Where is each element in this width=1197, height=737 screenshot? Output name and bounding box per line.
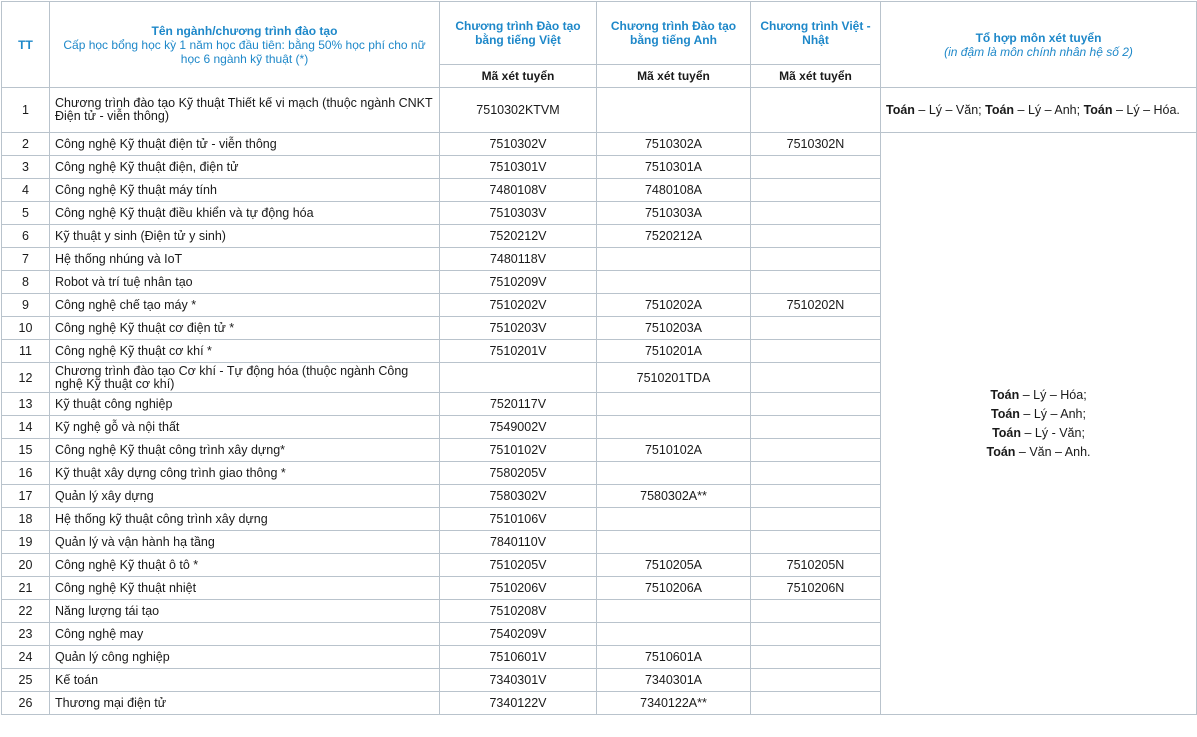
code-viet-nhat <box>751 623 881 646</box>
program-name: Công nghệ Kỹ thuật điện, điện tử <box>50 156 440 179</box>
code-english <box>597 88 751 133</box>
code-english: 7520212A <box>597 225 751 248</box>
row-number: 5 <box>2 202 50 225</box>
code-vietnamese: 7340122V <box>440 692 597 715</box>
row-number: 3 <box>2 156 50 179</box>
code-vietnamese: 7840110V <box>440 531 597 554</box>
code-vietnamese: 7340301V <box>440 669 597 692</box>
code-viet-nhat <box>751 393 881 416</box>
program-name: Công nghệ may <box>50 623 440 646</box>
program-name: Công nghệ Kỹ thuật máy tính <box>50 179 440 202</box>
code-english <box>597 508 751 531</box>
code-viet-nhat <box>751 179 881 202</box>
row-number: 13 <box>2 393 50 416</box>
code-english <box>597 416 751 439</box>
row-number: 25 <box>2 669 50 692</box>
code-vietnamese: 7510302V <box>440 133 597 156</box>
code-viet-nhat <box>751 692 881 715</box>
code-english <box>597 462 751 485</box>
row-number: 4 <box>2 179 50 202</box>
row-number: 26 <box>2 692 50 715</box>
code-viet-nhat <box>751 531 881 554</box>
code-vietnamese: 7540209V <box>440 623 597 646</box>
combo-main-subject: Toán <box>986 444 1016 459</box>
code-english: 7510202A <box>597 294 751 317</box>
row-number: 15 <box>2 439 50 462</box>
program-name: Quản lý công nghiệp <box>50 646 440 669</box>
code-english: 7510203A <box>597 317 751 340</box>
code-vietnamese: 7510209V <box>440 271 597 294</box>
program-name: Công nghệ chế tạo máy * <box>50 294 440 317</box>
row-number: 19 <box>2 531 50 554</box>
code-vietnamese: 7520117V <box>440 393 597 416</box>
code-viet-nhat <box>751 340 881 363</box>
program-name: Công nghệ Kỹ thuật điện tử - viễn thông <box>50 133 440 156</box>
code-english: 7510601A <box>597 646 751 669</box>
header-tt: TT <box>2 2 50 88</box>
subject-combination-cell <box>881 133 1197 715</box>
code-english <box>597 248 751 271</box>
admission-table <box>1 1 1197 715</box>
program-name: Kỹ nghệ gỗ và nội thất <box>50 416 440 439</box>
code-label-jp: Mã xét tuyển <box>751 65 881 88</box>
code-label-en: Mã xét tuyển <box>597 65 751 88</box>
combo-line <box>886 443 1191 462</box>
code-vietnamese: 7580302V <box>440 485 597 508</box>
code-english: 7510102A <box>597 439 751 462</box>
row-number: 18 <box>2 508 50 531</box>
combo-other-subjects: – Văn – Anh. <box>1015 444 1091 459</box>
code-viet-nhat <box>751 156 881 179</box>
code-viet-nhat <box>751 646 881 669</box>
combo-part: Toán <box>985 103 1015 117</box>
row-number: 16 <box>2 462 50 485</box>
program-name: Năng lượng tái tạo <box>50 600 440 623</box>
program-name: Công nghệ Kỹ thuật công trình xây dựng* <box>50 439 440 462</box>
row-number: 14 <box>2 416 50 439</box>
code-vietnamese: 7580205V <box>440 462 597 485</box>
code-english: 7510206A <box>597 577 751 600</box>
program-name: Thương mại điện tử <box>50 692 440 715</box>
row-number: 24 <box>2 646 50 669</box>
combo-main-subject: Toán <box>991 406 1020 421</box>
code-english <box>597 623 751 646</box>
program-name: Hệ thống kỹ thuật công trình xây dựng <box>50 508 440 531</box>
code-vietnamese: 7480118V <box>440 248 597 271</box>
code-viet-nhat: 7510205N <box>751 554 881 577</box>
program-name: Công nghệ Kỹ thuật ô tô * <box>50 554 440 577</box>
program-name: Chương trình đào tạo Cơ khí - Tự động hóa (thuộc ngành Công nghệ Kỹ thuật cơ khí) <box>50 363 440 393</box>
code-english: 7510301A <box>597 156 751 179</box>
row-number: 1 <box>2 88 50 133</box>
header-combo-title: Tổ hợp môn xét tuyển <box>975 30 1102 45</box>
code-vietnamese: 7510301V <box>440 156 597 179</box>
code-vietnamese: 7510206V <box>440 577 597 600</box>
code-vietnamese: 7510302KTVM <box>440 88 597 133</box>
program-name: Quản lý và vận hành hạ tầng <box>50 531 440 554</box>
combo-line <box>886 386 1191 405</box>
program-name: Chương trình đào tạo Kỹ thuật Thiết kế vi mạch (thuộc ngành CNKT Điện tử - viễn thông) <box>50 88 440 133</box>
code-viet-nhat <box>751 485 881 508</box>
program-name: Kế toán <box>50 669 440 692</box>
code-viet-nhat <box>751 508 881 531</box>
program-name: Kỹ thuật xây dựng công trình giao thông * <box>50 462 440 485</box>
code-viet-nhat <box>751 225 881 248</box>
table-row <box>2 88 1197 133</box>
code-vietnamese <box>440 363 597 393</box>
row-number: 23 <box>2 623 50 646</box>
code-vietnamese: 7510203V <box>440 317 597 340</box>
row-number: 8 <box>2 271 50 294</box>
code-english: 7480108A <box>597 179 751 202</box>
row-number: 7 <box>2 248 50 271</box>
header-viet-nhat-program: Chương trình Việt - Nhật <box>751 2 881 65</box>
code-vietnamese: 7510601V <box>440 646 597 669</box>
code-viet-nhat <box>751 669 881 692</box>
row-number: 17 <box>2 485 50 508</box>
code-viet-nhat <box>751 202 881 225</box>
program-name: Robot và trí tuệ nhân tạo <box>50 271 440 294</box>
code-vietnamese: 7510201V <box>440 340 597 363</box>
code-english <box>597 531 751 554</box>
code-vietnamese: 7510208V <box>440 600 597 623</box>
code-english: 7340122A** <box>597 692 751 715</box>
code-viet-nhat <box>751 317 881 340</box>
code-english: 7340301A <box>597 669 751 692</box>
program-name: Kỹ thuật y sinh (Điện tử y sinh) <box>50 225 440 248</box>
code-viet-nhat: 7510302N <box>751 133 881 156</box>
program-name: Hệ thống nhúng và IoT <box>50 248 440 271</box>
code-viet-nhat <box>751 439 881 462</box>
row-number: 20 <box>2 554 50 577</box>
code-viet-nhat <box>751 248 881 271</box>
code-vietnamese: 7520212V <box>440 225 597 248</box>
combo-main-subject: Toán <box>990 387 1020 402</box>
code-viet-nhat: 7510206N <box>751 577 881 600</box>
row-number: 9 <box>2 294 50 317</box>
subject-combination-cell <box>881 88 1197 133</box>
row-number: 21 <box>2 577 50 600</box>
program-name: Kỹ thuật công nghiệp <box>50 393 440 416</box>
row-number: 11 <box>2 340 50 363</box>
combo-other-subjects: – Lý - Văn; <box>1021 425 1085 440</box>
header-program-title: Tên ngành/chương trình đào tạo <box>151 23 338 38</box>
code-viet-nhat <box>751 462 881 485</box>
program-name: Quản lý xây dựng <box>50 485 440 508</box>
code-viet-nhat <box>751 271 881 294</box>
row-number: 10 <box>2 317 50 340</box>
code-english: 7580302A** <box>597 485 751 508</box>
code-english: 7510302A <box>597 133 751 156</box>
program-name: Công nghệ Kỹ thuật điều khiển và tự động hóa <box>50 202 440 225</box>
header-program-note: Cấp học bổng học kỳ 1 năm học đầu tiên: bằng 50% học phí cho nữ học 6 ngành kỹ thuật (*) <box>63 37 426 66</box>
code-english <box>597 600 751 623</box>
code-english: 7510205A <box>597 554 751 577</box>
code-viet-nhat <box>751 416 881 439</box>
code-viet-nhat <box>751 363 881 393</box>
combo-other-subjects: – Lý – Hóa; <box>1019 387 1087 402</box>
header-english-program: Chương trình Đào tạo bằng tiếng Anh <box>597 2 751 65</box>
code-viet-nhat: 7510202N <box>751 294 881 317</box>
code-viet-nhat <box>751 88 881 133</box>
row-number: 2 <box>2 133 50 156</box>
code-vietnamese: 7510205V <box>440 554 597 577</box>
combo-part: – Lý – Anh; <box>1014 103 1084 117</box>
row-number: 12 <box>2 363 50 393</box>
code-vietnamese: 7510106V <box>440 508 597 531</box>
program-name: Công nghệ Kỹ thuật cơ điện tử * <box>50 317 440 340</box>
combo-part: Toán <box>886 103 915 117</box>
code-vietnamese: 7510303V <box>440 202 597 225</box>
header-combo-note: (in đậm là môn chính nhân hệ số 2) <box>944 44 1133 59</box>
combo-line <box>886 405 1191 424</box>
row-number: 22 <box>2 600 50 623</box>
header-subject-combination <box>881 2 1197 88</box>
row-number: 6 <box>2 225 50 248</box>
code-vietnamese: 7510202V <box>440 294 597 317</box>
code-vietnamese: 7480108V <box>440 179 597 202</box>
combo-line <box>886 424 1191 443</box>
code-english: 7510201A <box>597 340 751 363</box>
code-vietnamese: 7510102V <box>440 439 597 462</box>
combo-part: Toán <box>1083 103 1113 117</box>
combo-other-subjects: – Lý – Anh; <box>1019 406 1086 421</box>
header-vietnamese-program: Chương trình Đào tạo bằng tiếng Việt <box>440 2 597 65</box>
program-name: Công nghệ Kỹ thuật cơ khí * <box>50 340 440 363</box>
code-english <box>597 393 751 416</box>
code-english: 7510201TDA <box>597 363 751 393</box>
combo-main-subject: Toán <box>992 425 1021 440</box>
table-row <box>2 133 1197 156</box>
program-name: Công nghệ Kỹ thuật nhiệt <box>50 577 440 600</box>
code-english: 7510303A <box>597 202 751 225</box>
code-english <box>597 271 751 294</box>
combo-part: – Lý – Văn; <box>914 103 986 117</box>
header-program <box>50 2 440 88</box>
combo-part: – Lý – Hóa. <box>1112 103 1180 117</box>
code-vietnamese: 7549002V <box>440 416 597 439</box>
code-label-vn: Mã xét tuyển <box>440 65 597 88</box>
code-viet-nhat <box>751 600 881 623</box>
